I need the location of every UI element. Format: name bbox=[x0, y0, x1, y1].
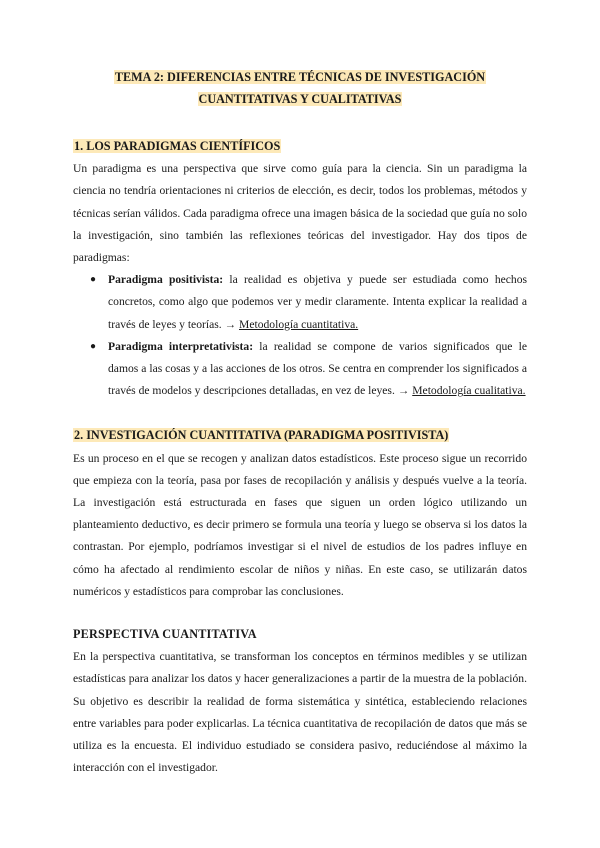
section-1-intro: Un paradigma es una perspectiva que sirve como guía para la ciencia. Sin un paradigma la ciencia no tendría orientaciones ni criterios de elección, es decir, todos los problemas, métodos y técnicas serían válidos. Cada paradigma ofrece una imagen básica de la sociedad que guía no solo la investigación, sino también las reflexiones teóricas del investigador. Hay dos tipos de paradigmas: bbox=[73, 162, 527, 265]
link-quantitative-methodology: Metodología cuantitativa. bbox=[239, 317, 359, 331]
section-3-body: En la perspectiva cuantitativa, se transforman los conceptos en términos medibles y se utilizan estadísticas para analizar los datos y hacer generalizaciones a partir de la muestra de la población. Su objetivo es describir la realidad de forma sistemática y sintética, estableciendo relaciones entre variables para poder explicarlas. La técnica cuantitativa de recopilación de datos que más se utiliza es la encuesta. El individuo estudiado se considera pasivo, reduciéndose al máximo la interacción con el investigador. bbox=[73, 650, 527, 775]
bullet-icon: ● bbox=[90, 274, 97, 286]
term-positivist: Paradigma positivista: bbox=[108, 273, 224, 287]
list-item-positivist bbox=[90, 269, 528, 336]
link-qualitative-methodology: Metodología cualitativa. bbox=[412, 384, 526, 398]
title-line-2: CUANTITATIVAS Y CUALITATIVAS bbox=[198, 92, 402, 106]
document-title bbox=[73, 66, 527, 110]
text-positivist: la realidad es objetiva y puede ser estudiada como hechos concretos, como algo que podemos ver y medir claramente. Intenta explicar la realidad a través de leyes y teorías. → bbox=[108, 273, 528, 331]
section-2-heading: 2. INVESTIGACIÓN CUANTITATIVA (PARADIGMA POSITIVISTA) bbox=[74, 428, 449, 443]
section-1-heading: 1. LOS PARADIGMAS CIENTÍFICOS bbox=[74, 139, 281, 153]
section-3-heading: PERSPECTIVA CUANTITATIVA bbox=[73, 627, 257, 642]
text-interpretativist: la realidad se compone de varios significados que le damos a las cosas y a las acciones de los otros. Se centra en comprender los significados a través de modelos y descripciones detalladas, en vez de leyes. → bbox=[108, 339, 528, 398]
title-line-1: TEMA 2: DIFERENCIAS ENTRE TÉCNICAS DE INVESTIGACIÓN bbox=[114, 70, 486, 84]
section-2-body: Es un proceso en el que se recogen y analizan datos estadísticos. Este proceso sigue un recorrido que empieza con la teoría, pasa por fases de recopilación y análisis y después vuelve a la teoría. La investigación está estructurada en fases que siguen un orden lógico utilizando un planteamiento deductivo, es decir primero se formula una teoría y luego se observa si los datos la contrastan. Por ejemplo, podríamos investigar si el nivel de estudios de los padres influye en cómo ha afectado al rendimiento escolar de niños y niñas. En este caso, se utilizarán datos numéricos y estadísticos para comprobar las conclusiones. bbox=[73, 451, 527, 598]
term-interpretativist: Paradigma interpretativista: bbox=[108, 339, 254, 353]
document-page bbox=[73, 66, 527, 779]
bullet-icon: ● bbox=[90, 340, 97, 352]
list-item-interpretativist bbox=[90, 336, 528, 403]
paradigm-list bbox=[73, 269, 527, 402]
